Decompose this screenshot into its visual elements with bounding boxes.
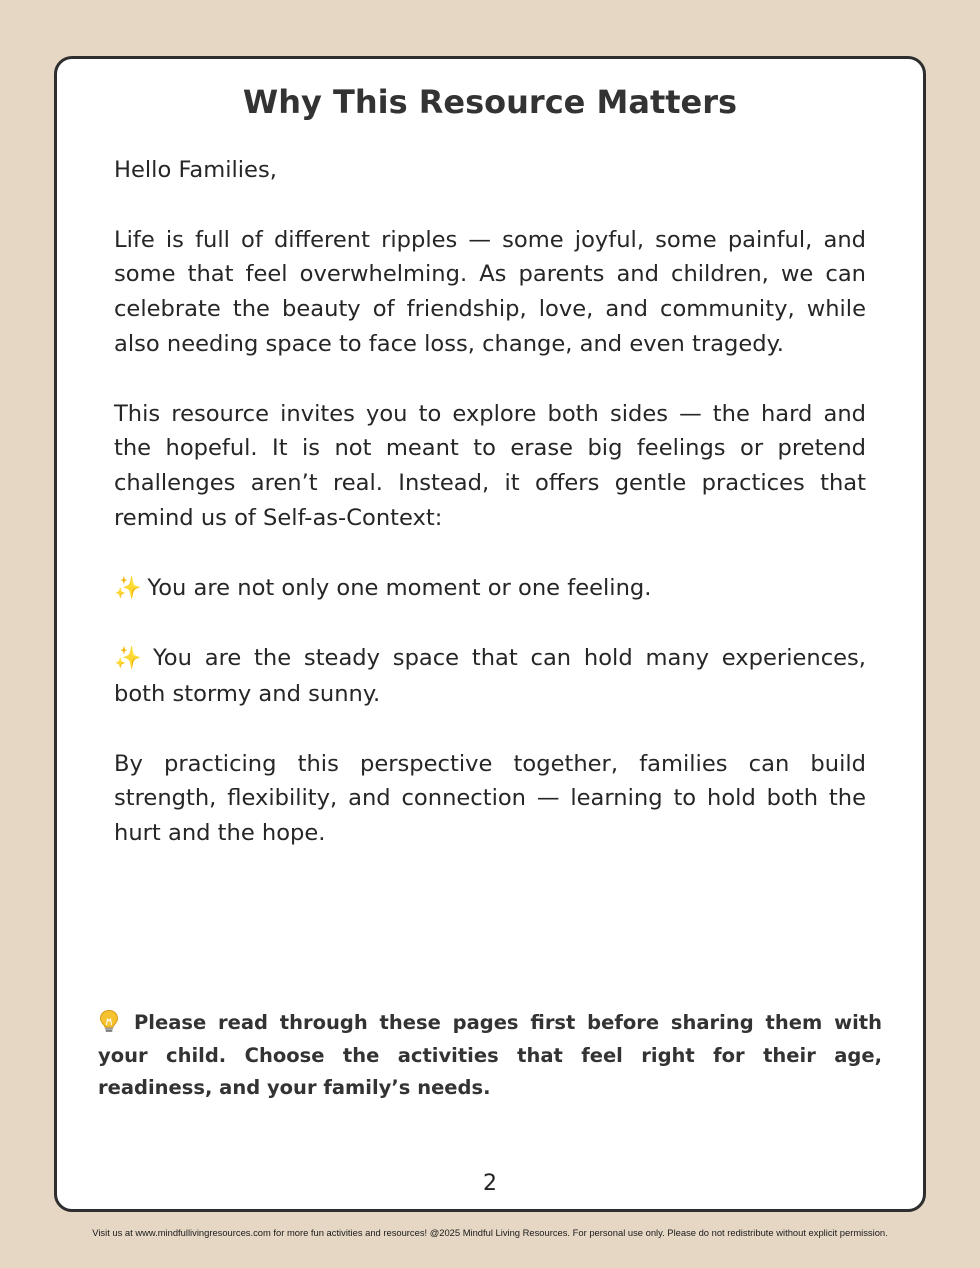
sparkles-icon: ✨ <box>114 575 142 601</box>
affirmation-item <box>114 571 866 607</box>
page-card <box>54 56 926 1212</box>
greeting: Hello Families, <box>114 157 277 183</box>
parent-note <box>98 1007 882 1105</box>
paragraph-closing: By practicing this perspective together, families can build strength, flexibility, and connection — learning to hold both the hurt and the hope. <box>114 750 866 847</box>
page-title: Why This Resource Matters <box>242 83 738 121</box>
paragraph-intro: Life is full of different ripples — some joyful, some painful, and some that feel overwhelming. As parents and children, we can celebrate the beauty of friendship, love, and community, while also needing space to face loss, change, and even tragedy. <box>114 226 866 357</box>
affirmation-text: You are not only one moment or one feeling. <box>147 574 652 601</box>
affirmation-text: You are the steady space that can hold many experiences, both stormy and sunny. <box>114 645 866 707</box>
letter-body <box>114 153 866 886</box>
sparkles-icon: ✨ <box>114 646 147 672</box>
affirmation-item <box>114 641 866 712</box>
page-number: 2 <box>483 1171 497 1196</box>
footer-copyright: Visit us at www.mindfullivingresources.com for more fun activities and resources! @2025 Mindful Living Resources. For personal use only. Please do not redistribute without explicit permission. <box>92 1227 888 1238</box>
parent-note-text: Please read through these pages first before sharing them with your child. Choose the activities that feel right for their age, readiness, and your family’s needs. <box>98 1011 882 1099</box>
lightbulb-icon <box>98 1009 120 1033</box>
paragraph-resource: This resource invites you to explore both sides — the hard and the hopeful. It is not meant to erase big feelings or pretend challenges aren’t real. Instead, it offers gentle practices that remind us of Self-as-Context: <box>114 400 866 531</box>
